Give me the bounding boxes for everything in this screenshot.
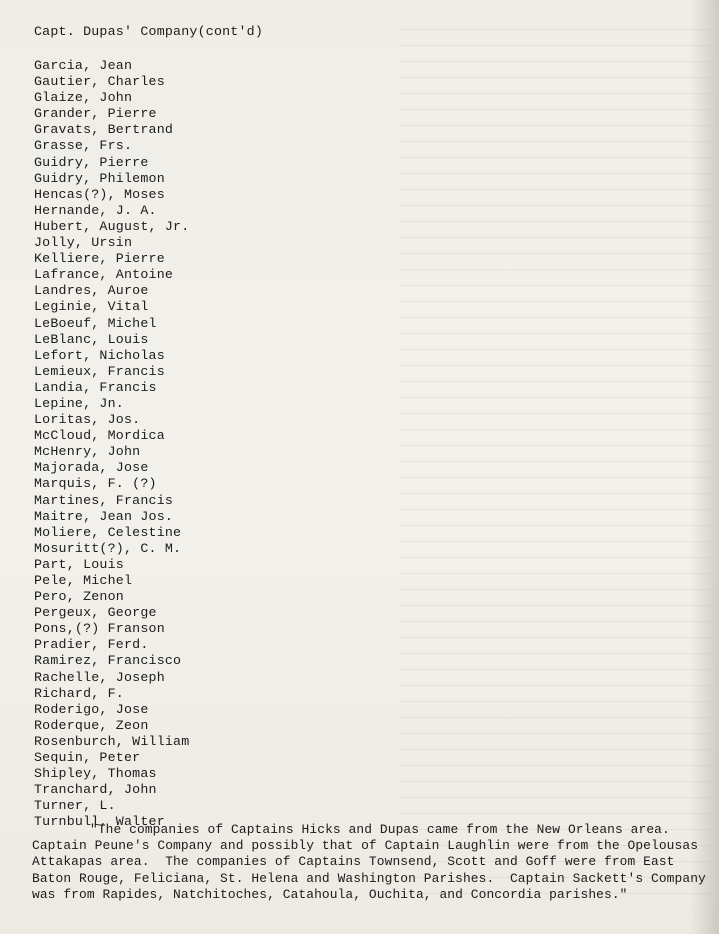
list-item: Pele, Michel bbox=[34, 573, 133, 588]
list-item: Hernande, J. A. bbox=[34, 202, 157, 218]
list-item: McHenry, John bbox=[34, 444, 141, 460]
bleed-through-texture bbox=[400, 20, 710, 900]
list-item: Lemieux, Francis bbox=[34, 363, 165, 379]
list-item: Jolly, Ursin bbox=[34, 235, 133, 251]
quote-line: Captain Peune's Company and possibly that of Captain Laughlin were from the Opelousas bbox=[32, 838, 699, 854]
quote-line: Baton Rouge, Feliciana, St. Helena and Washington Parishes. Captain Sackett's Company bbox=[32, 870, 706, 886]
list-item: Pons,(?) Franson bbox=[34, 621, 165, 637]
list-item: LeBoeuf, Michel bbox=[34, 315, 157, 331]
list-item: Roderigo, Jose bbox=[34, 701, 149, 717]
list-item: Turner, L. bbox=[34, 798, 116, 814]
list-item: Lefort, Nicholas bbox=[34, 347, 165, 363]
list-item: Roderque, Zeon bbox=[34, 717, 149, 733]
quote-paragraph bbox=[32, 822, 716, 903]
list-item: Grasse, Frs. bbox=[34, 138, 133, 154]
list-item: Grander, Pierre bbox=[34, 106, 157, 122]
list-item: Gautier, Charles bbox=[34, 74, 165, 90]
list-item: Glaize, John bbox=[34, 90, 133, 106]
list-item: Guidry, Pierre bbox=[34, 154, 149, 170]
list-item: Richard, F. bbox=[34, 685, 124, 701]
list-item: Tranchard, John bbox=[34, 782, 157, 798]
list-item: Lafrance, Antoine bbox=[34, 267, 174, 283]
list-item: Maitre, Jean Jos. bbox=[34, 508, 174, 524]
list-item: Rosenburch, William bbox=[34, 733, 190, 749]
list-item: Hencas(?), Moses bbox=[34, 186, 165, 202]
list-item: Turnbull, Walter bbox=[34, 814, 165, 830]
name-list bbox=[34, 58, 189, 831]
list-item: Rachelle, Joseph bbox=[34, 669, 165, 685]
quote-line: Attakapas area. The companies of Captains Townsend, Scott and Goff were from East bbox=[32, 854, 675, 870]
list-item: Garcia, Jean bbox=[34, 58, 133, 73]
list-item: Leginie, Vital bbox=[34, 299, 149, 315]
list-item: McCloud, Mordica bbox=[34, 428, 165, 444]
list-item: Hubert, August, Jr. bbox=[34, 218, 190, 234]
list-item: Guidry, Philemon bbox=[34, 170, 165, 186]
list-item: Moliere, Celestine bbox=[34, 524, 182, 540]
list-item: Part, Louis bbox=[34, 556, 124, 572]
list-item: LeBlanc, Louis bbox=[34, 331, 149, 347]
list-item: Lepine, Jn. bbox=[34, 395, 124, 411]
list-item: Majorada, Jose bbox=[34, 460, 149, 476]
list-item: Shipley, Thomas bbox=[34, 766, 157, 782]
page-heading: Capt. Dupas' Company(cont'd) bbox=[34, 24, 264, 39]
list-item: Kelliere, Pierre bbox=[34, 251, 165, 267]
list-item: Loritas, Jos. bbox=[34, 412, 141, 428]
list-item: Pradier, Ferd. bbox=[34, 637, 149, 653]
list-item: Ramirez, Francisco bbox=[34, 653, 182, 669]
list-item: Sequin, Peter bbox=[34, 750, 141, 766]
list-item: Pero, Zenon bbox=[34, 589, 124, 605]
list-item: Landia, Francis bbox=[34, 379, 157, 395]
quote-line: "The companies of Captains Hicks and Dupas came from the New Orleans area. bbox=[90, 822, 670, 837]
list-item: Martines, Francis bbox=[34, 492, 174, 508]
quote-line: was from Rapides, Natchitoches, Catahoula, Ouchita, and Concordia parishes." bbox=[32, 886, 628, 902]
list-item: Landres, Auroe bbox=[34, 283, 149, 299]
list-item: Marquis, F. (?) bbox=[34, 476, 157, 492]
list-item: Gravats, Bertrand bbox=[34, 122, 174, 138]
list-item: Mosuritt(?), C. M. bbox=[34, 540, 182, 556]
list-item: Pergeux, George bbox=[34, 605, 157, 621]
